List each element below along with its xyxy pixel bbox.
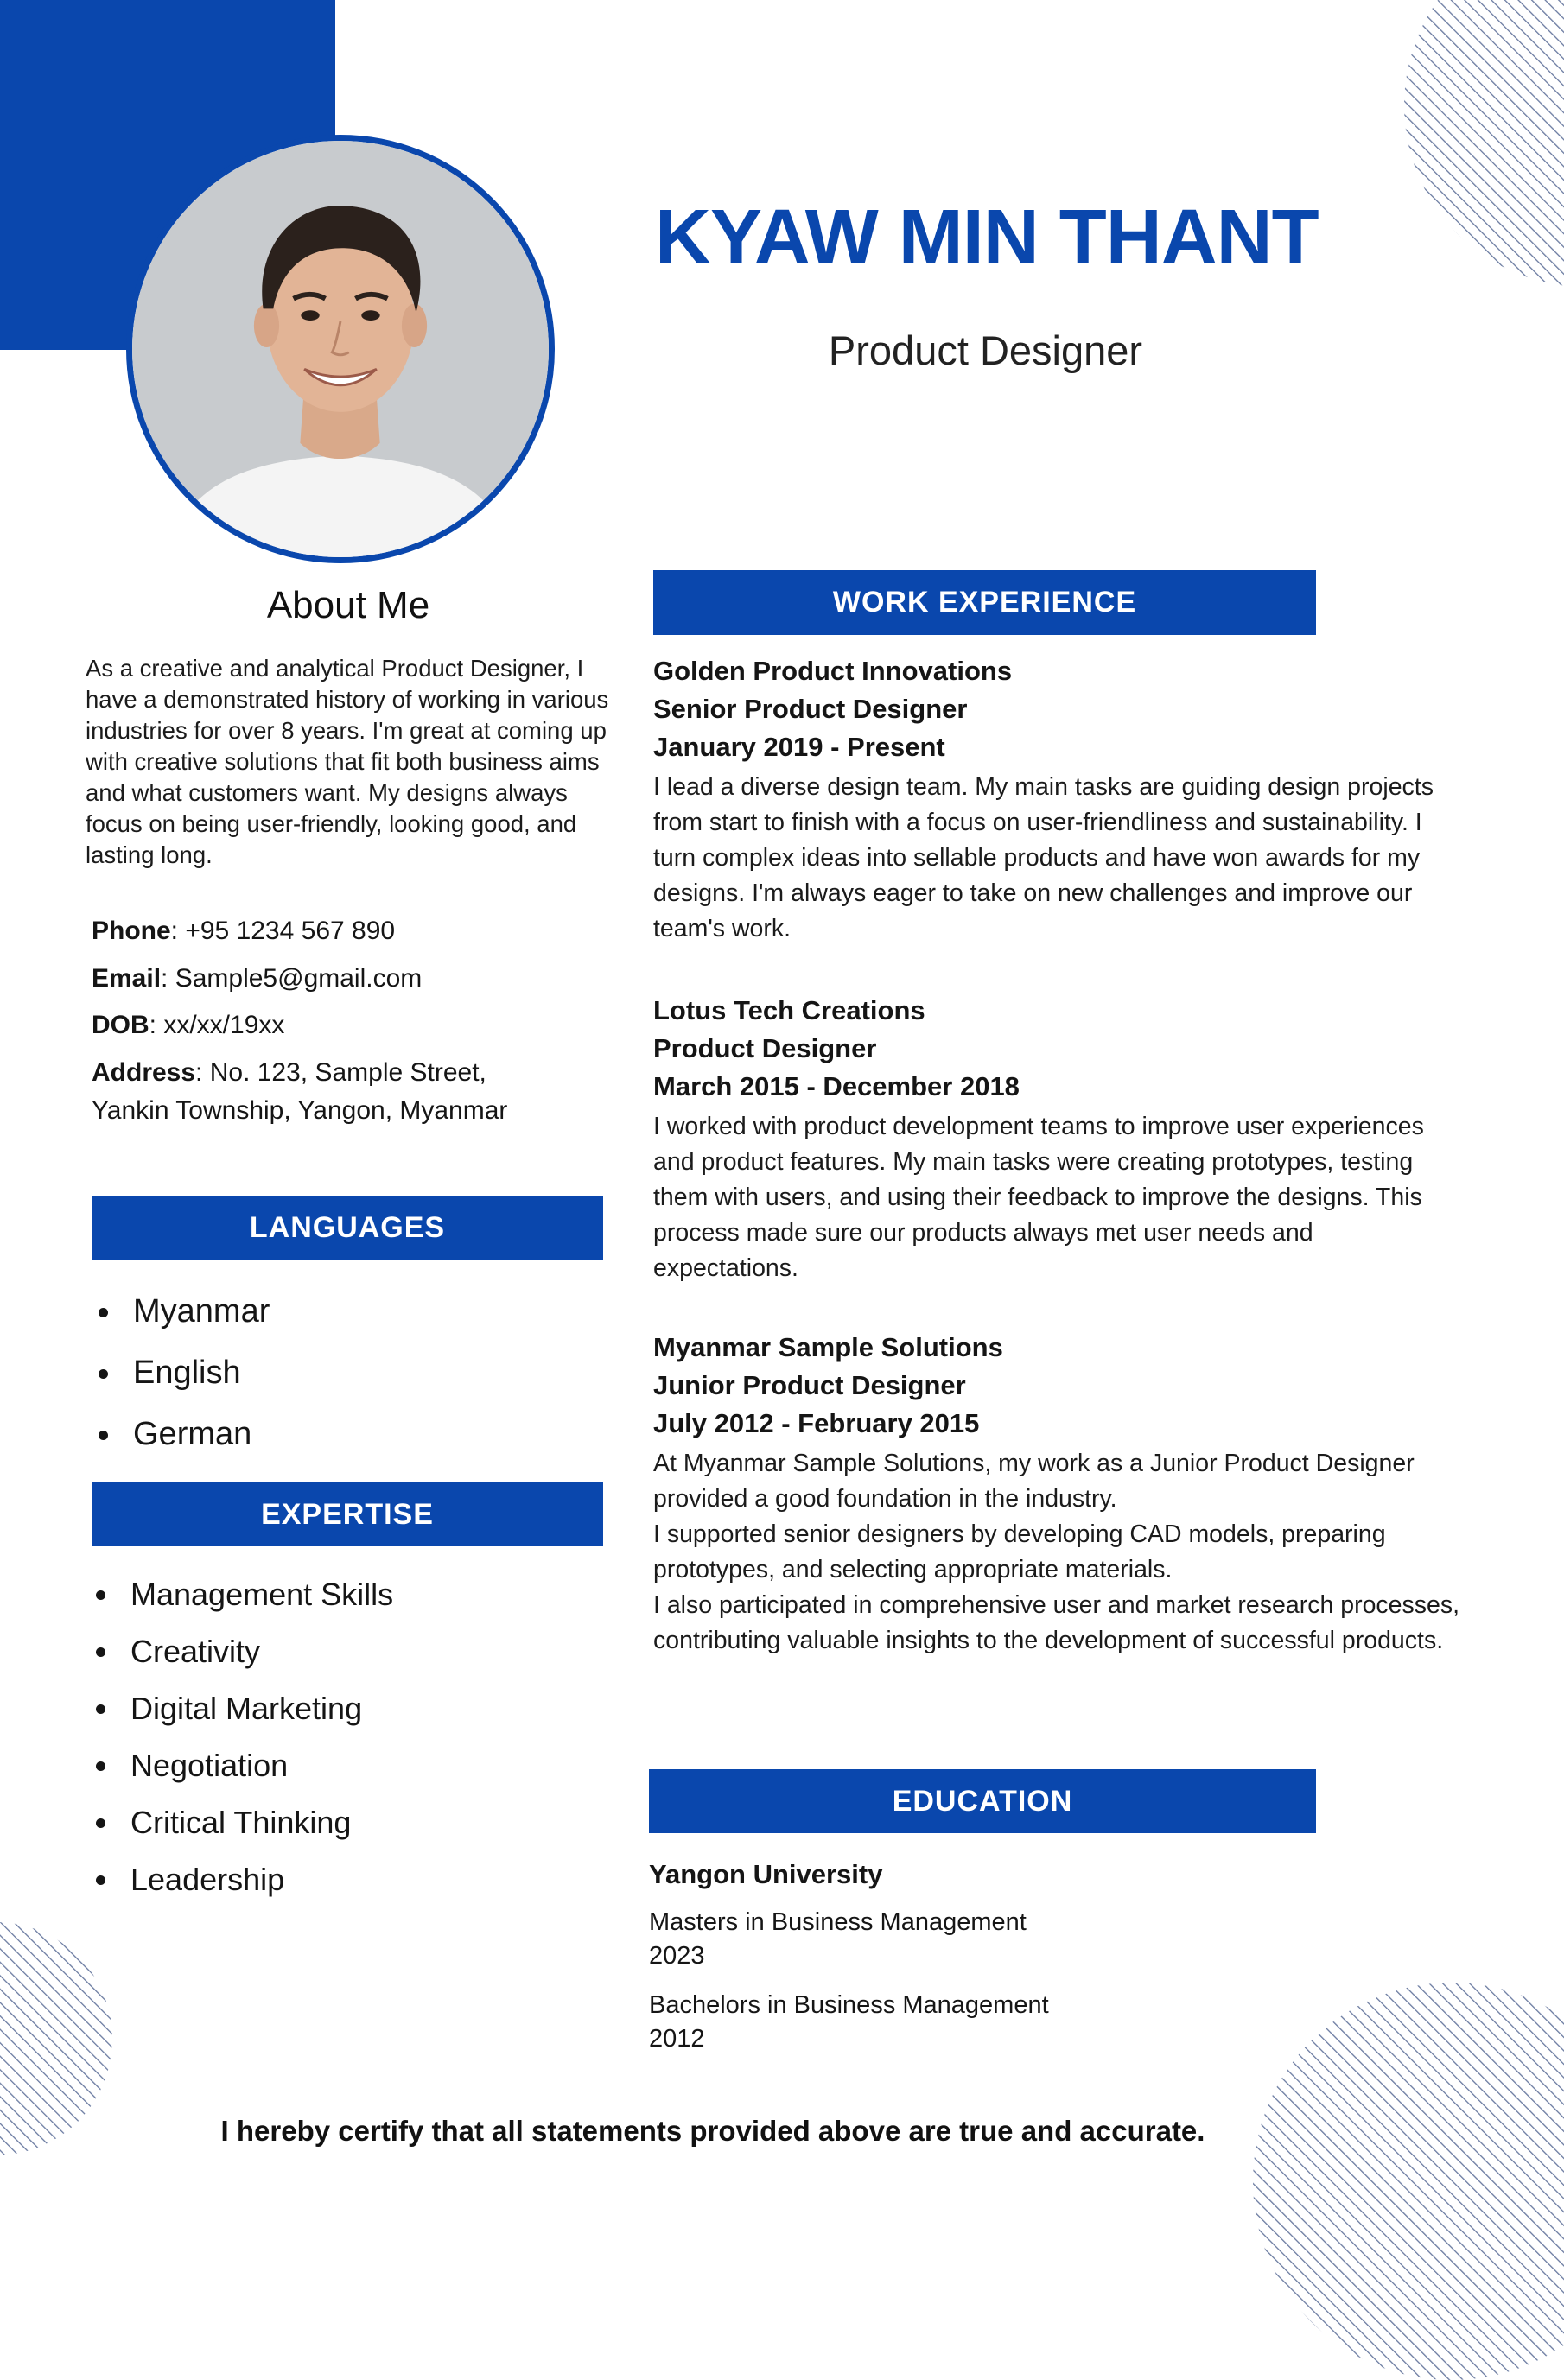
degree-entry <box>649 1906 1027 1973</box>
skill-label: Critical Thinking <box>130 1805 352 1840</box>
job-role: Product Designer <box>653 1033 877 1063</box>
job-period: January 2019 - Present <box>653 732 945 762</box>
degree-name: Bachelors in Business Management <box>649 1991 1049 2019</box>
list-item <box>91 1625 575 1682</box>
person-illustration <box>132 141 549 557</box>
list-item <box>91 1853 575 1910</box>
phone-value: : +95 1234 567 890 <box>170 917 396 945</box>
bullet-icon <box>96 1647 105 1657</box>
address-value: : No. 123, Sample Street, <box>195 1058 486 1087</box>
skill-label: Negotiation <box>130 1748 289 1783</box>
job-company: Golden Product Innovations <box>653 656 1013 686</box>
job-role: Junior Product Designer <box>653 1370 966 1400</box>
contact-address-line-2: Yankin Township, Yangon, Myanmar <box>92 1096 508 1125</box>
language-label: Myanmar <box>133 1293 270 1330</box>
list-item <box>91 1682 575 1739</box>
bullet-icon <box>99 1308 108 1317</box>
profile-photo <box>126 135 555 563</box>
list-item <box>93 1408 577 1469</box>
email-label: Email <box>92 964 162 993</box>
list-item <box>91 1739 575 1796</box>
degree-year: 2023 <box>649 1942 705 1970</box>
job-description: I lead a diverse design team. My main tasks are guiding design projects from start to finish with a focus on user-friendliness and sustainability. I turn complex ideas into sellable products and have won awards for my designs. I'm always eager to take on new challenges and improve our team's work. <box>653 773 1434 942</box>
address-label: Address <box>92 1058 196 1087</box>
bullet-icon <box>96 1704 105 1714</box>
language-label: English <box>133 1355 241 1391</box>
dob-label: DOB <box>92 1011 149 1039</box>
bullet-icon <box>96 1875 105 1885</box>
degree-year: 2012 <box>649 2025 705 2053</box>
degree-name: Masters in Business Management <box>649 1908 1027 1936</box>
education-heading: EDUCATION <box>649 1769 1316 1833</box>
job-entry <box>653 992 1461 1286</box>
certification-statement: I hereby certify that all statements provided above are true and accurate. <box>220 2115 1205 2147</box>
about-heading: About Me <box>266 584 430 626</box>
list-item <box>91 1796 575 1853</box>
expertise-list <box>91 1568 575 1910</box>
job-description: I worked with product development teams to improve user experiences and product features. My main tasks were creating prototypes, testing them with users, and using their feedback to improve the designs. This process made sure our products always met user needs and expectations. <box>653 1113 1424 1282</box>
bullet-icon <box>99 1431 108 1440</box>
job-role: Senior Product Designer <box>653 694 968 724</box>
hatched-circle-decoration <box>1404 0 1564 298</box>
languages-heading: LANGUAGES <box>92 1196 603 1260</box>
education-school: Yangon University <box>649 1859 883 1889</box>
candidate-name: KYAW MIN THANT <box>655 194 1319 281</box>
job-title: Product Designer <box>828 327 1143 373</box>
bullet-icon <box>96 1761 105 1771</box>
degree-entry <box>649 1989 1049 2056</box>
job-period: March 2015 - December 2018 <box>653 1071 1020 1101</box>
contact-phone <box>92 912 395 949</box>
job-company: Lotus Tech Creations <box>653 995 925 1025</box>
languages-list <box>93 1285 577 1469</box>
skill-label: Leadership <box>130 1862 285 1897</box>
bullet-icon <box>96 1590 105 1600</box>
job-entry <box>653 1329 1461 1659</box>
skill-label: Management Skills <box>130 1577 394 1612</box>
expertise-heading: EXPERTISE <box>92 1482 603 1546</box>
contact-dob <box>92 1006 284 1044</box>
bullet-icon <box>96 1818 105 1828</box>
contact-address <box>92 1054 486 1091</box>
dob-value: : xx/xx/19xx <box>149 1011 285 1039</box>
job-period: July 2012 - February 2015 <box>653 1408 980 1438</box>
contact-email <box>92 960 422 997</box>
language-label: German <box>133 1416 252 1452</box>
job-description: At Myanmar Sample Solutions, my work as a Junior Product Designer provided a good foundation in the industry. I supported senior designers by developing CAD models, preparing prototypes, and selecting appropriate materials. I also participated in comprehensive user and market research processes, contributing valuable insights to the development of successful products. <box>653 1450 1460 1654</box>
bullet-icon <box>99 1369 108 1379</box>
skill-label: Creativity <box>130 1634 261 1669</box>
skill-label: Digital Marketing <box>130 1691 363 1726</box>
job-entry <box>653 652 1461 947</box>
job-company: Myanmar Sample Solutions <box>653 1332 1003 1362</box>
work-experience-heading: WORK EXPERIENCE <box>653 570 1316 635</box>
email-value: : Sample5@gmail.com <box>161 964 423 993</box>
list-item <box>93 1285 577 1347</box>
list-item <box>93 1347 577 1408</box>
list-item <box>91 1568 575 1625</box>
phone-label: Phone <box>92 917 171 945</box>
hatched-circle-decoration <box>1253 1983 1564 2380</box>
about-text: As a creative and analytical Product Designer, I have a demonstrated history of working in various industries for over 8 years. I'm great at coming up with creative solutions that fit both business aims and what customers want. My designs always focus on being user-friendly, looking good, and lasting long. <box>86 655 609 868</box>
